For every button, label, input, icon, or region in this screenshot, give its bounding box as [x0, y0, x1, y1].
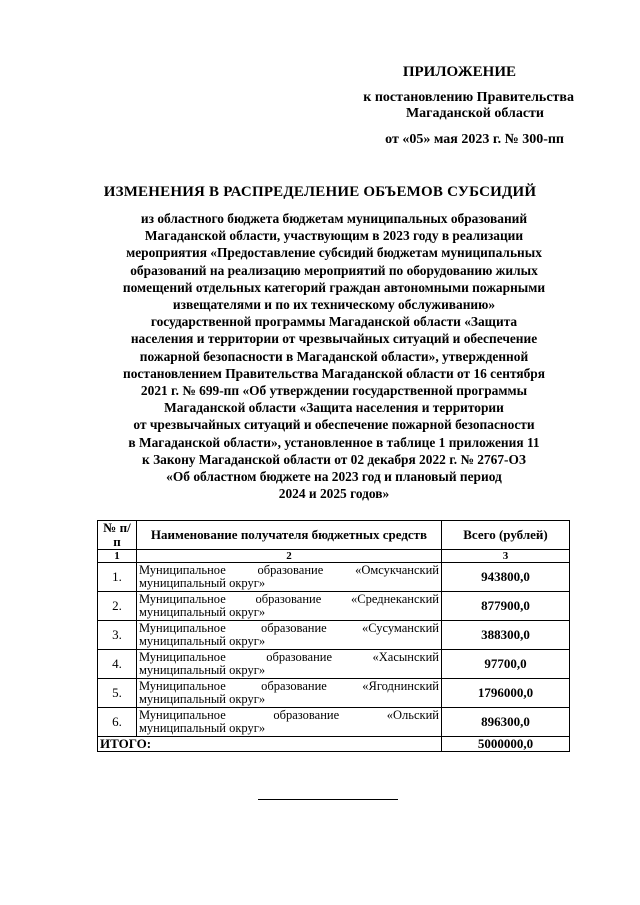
- name-part: муниципальный округ»: [139, 721, 266, 735]
- row-sum: 97700,0: [442, 650, 570, 679]
- column-number-row: [98, 550, 570, 563]
- table-header-row: [98, 521, 570, 550]
- total-row: [98, 737, 570, 752]
- end-line-divider: [258, 799, 398, 800]
- name-part: образование: [261, 679, 327, 693]
- row-sum: 1796000,0: [442, 679, 570, 708]
- appendix-region-line: Магаданской области: [405, 106, 544, 121]
- table-row: [98, 621, 570, 650]
- row-sum: 943800,0: [442, 563, 570, 592]
- document-title: ИЗМЕНЕНИЯ В РАСПРЕДЕЛЕНИЕ ОБЪЕМОВ СУБСИДИЙ: [103, 184, 537, 200]
- name-part: Муниципальное: [139, 563, 226, 577]
- row-number: 1.: [98, 563, 137, 592]
- recipient-name: [137, 650, 442, 679]
- table-row: [98, 563, 570, 592]
- table-row: [98, 650, 570, 679]
- recipient-name: [137, 592, 442, 621]
- table-row: [98, 708, 570, 737]
- row-sum: 388300,0: [442, 621, 570, 650]
- name-part: «Омсукчанский: [355, 563, 439, 577]
- recipient-name: [137, 708, 442, 737]
- subsidy-table: [97, 520, 570, 752]
- recipient-name: [137, 679, 442, 708]
- row-number: 2.: [98, 592, 137, 621]
- row-number: 6.: [98, 708, 137, 737]
- name-part: муниципальный округ»: [139, 663, 266, 677]
- document-description: из областного бюджета бюджетам муниципальных образований Магаданской области, участвующим в 2023 году в реализации мероприятия «Предоставление субсидий бюджетам муниципальных образований на реализацию мероприятий по оборудованию жилых помещений отдельных категорий граждан автономными пожарными извещателями и по их техническому обслуживанию» государственной программы Магаданской области «Защита населения и территории от чрезвычайных ситуаций и обеспечение пожарной безопасности в Магаданской области», утвержденной постановлением Правительства Магаданской области от 16 сентября 2021 г. № 699-пп «Об утверждении государственной программы Магаданской области «Защита населения и территории от чрезвычайных ситуаций и обеспечение пожарной безопасности в Магаданской области», установленное в таблице 1 приложения 11 к Закону Магаданской области от 02 декабря 2022 г. № 2767-ОЗ «Об областном бюджете на 2023 год и плановый период 2024 и 2025 годов»: [122, 211, 546, 502]
- header-number: № п/п: [98, 521, 137, 550]
- name-part: Муниципальное: [139, 650, 226, 664]
- name-part: «Хасынский: [372, 650, 439, 664]
- name-part: муниципальный округ»: [139, 605, 266, 619]
- total-label: ИТОГО:: [98, 737, 442, 752]
- name-part: Муниципальное: [139, 679, 226, 693]
- name-part: образование: [255, 592, 322, 606]
- total-sum: 5000000,0: [442, 737, 570, 752]
- name-part: образование: [260, 621, 327, 635]
- column-number: 1: [98, 550, 137, 563]
- recipient-name: [137, 563, 442, 592]
- row-number: 4.: [98, 650, 137, 679]
- appendix-resolution-line: к постановлению Правительства: [363, 90, 574, 105]
- header-total: Всего (рублей): [442, 521, 570, 550]
- name-part: Муниципальное: [139, 592, 226, 606]
- recipient-name: [137, 621, 442, 650]
- row-number: 3.: [98, 621, 137, 650]
- name-part: Муниципальное: [139, 621, 226, 635]
- name-part: муниципальный округ»: [139, 634, 266, 648]
- appendix-title: ПРИЛОЖЕНИЕ: [402, 64, 516, 80]
- name-part: образование: [257, 563, 324, 577]
- name-part: образование: [273, 708, 340, 722]
- table-row: [98, 679, 570, 708]
- appendix-date-number: от «05» мая 2023 г. № 300-пп: [385, 132, 564, 147]
- column-number: 2: [137, 550, 442, 563]
- name-part: «Ольский: [386, 708, 439, 722]
- name-part: муниципальный округ»: [139, 692, 266, 706]
- name-part: образование: [266, 650, 333, 664]
- header-recipient: Наименование получателя бюджетных средств: [137, 521, 442, 550]
- name-part: муниципальный округ»: [139, 576, 266, 590]
- name-part: «Среднеканский: [351, 592, 439, 606]
- row-sum: 877900,0: [442, 592, 570, 621]
- name-part: «Сусуманский: [361, 621, 439, 635]
- column-number: 3: [442, 550, 570, 563]
- table-row: [98, 592, 570, 621]
- name-part: Муниципальное: [139, 708, 226, 722]
- name-part: «Ягоднинский: [362, 679, 439, 693]
- row-sum: 896300,0: [442, 708, 570, 737]
- row-number: 5.: [98, 679, 137, 708]
